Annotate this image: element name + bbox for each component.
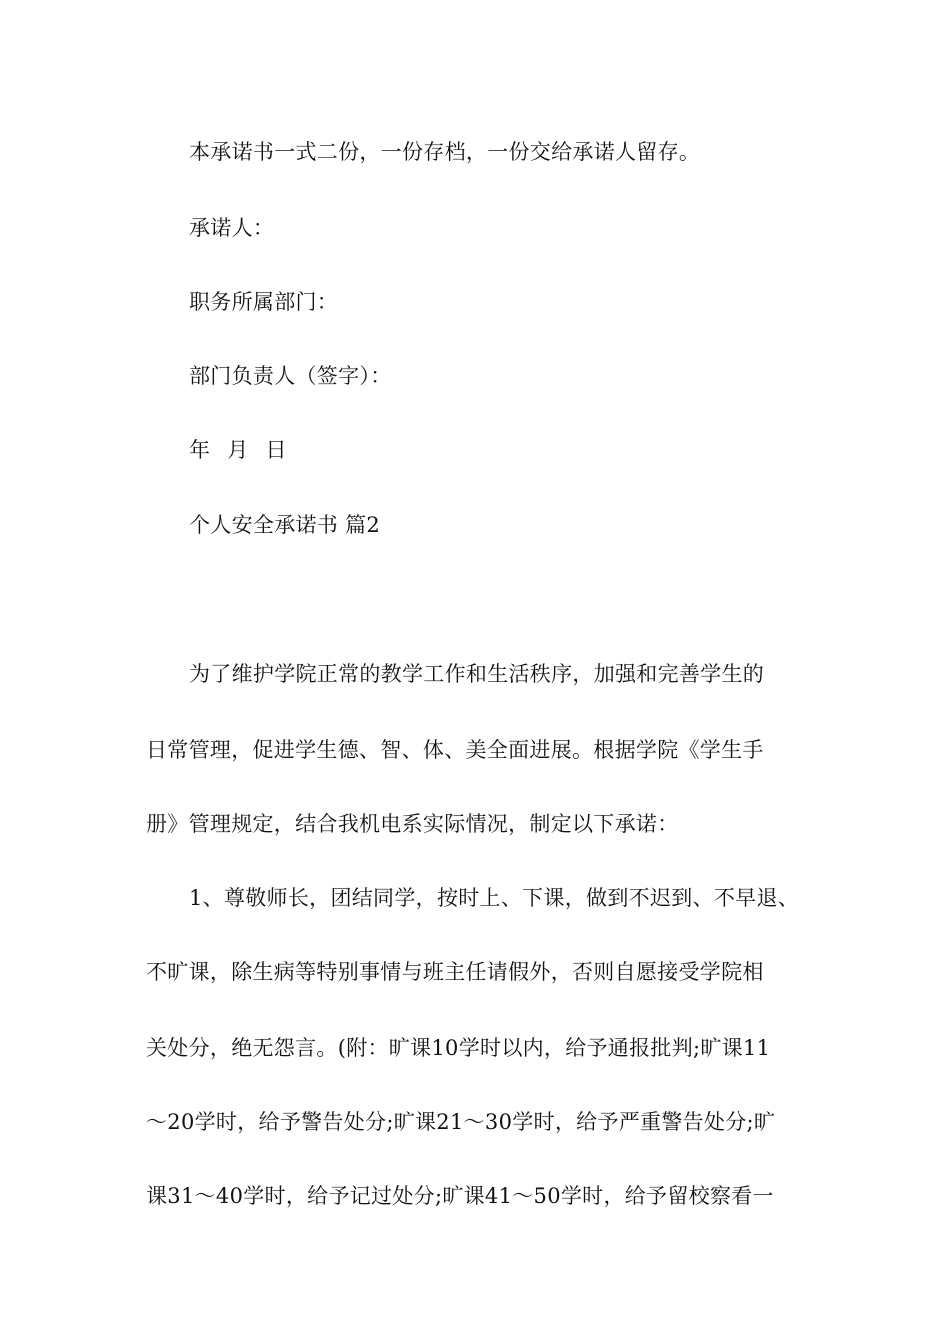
- paragraph-line: 为了维护学院正常的教学工作和生活秩序，加强和完善学生的: [189, 662, 765, 686]
- date-line: 年 月 日: [189, 438, 287, 462]
- promisor-label: 承诺人：: [189, 216, 275, 240]
- paragraph-line: 册》管理规定，结合我机电系实际情况，制定以下承诺：: [146, 812, 679, 836]
- paragraph-line: 日常管理，促进学生德、智、体、美全面进展。根据学院《学生手: [146, 738, 764, 762]
- department-label: 职务所属部门：: [189, 290, 339, 314]
- paragraph-line: 1、尊敬师长，团结同学，按时上、下课，做到不迟到、不早退、: [189, 886, 800, 910]
- department-head-signature-label: 部门负责人（签字）：: [189, 364, 392, 388]
- paragraph-line: 不旷课，除生病等特别事情与班主任请假外，否则自愿接受学院相: [146, 960, 764, 984]
- copies-statement: 本承诺书一式二份，一份存档，一份交给承诺人留存。: [189, 140, 701, 164]
- paragraph-line: 课31～40学时，给予记过处分;旷课41～50学时，给予留校察看一: [146, 1184, 774, 1208]
- paragraph-line: 关处分，绝无怨言。(附：旷课10学时以内，给予通报批判;旷课11: [146, 1036, 771, 1060]
- section-heading: 个人安全承诺书 篇2: [189, 513, 381, 537]
- paragraph-line: ～20学时，给予警告处分;旷课21～30学时，给予严重警告处分;旷: [146, 1110, 776, 1134]
